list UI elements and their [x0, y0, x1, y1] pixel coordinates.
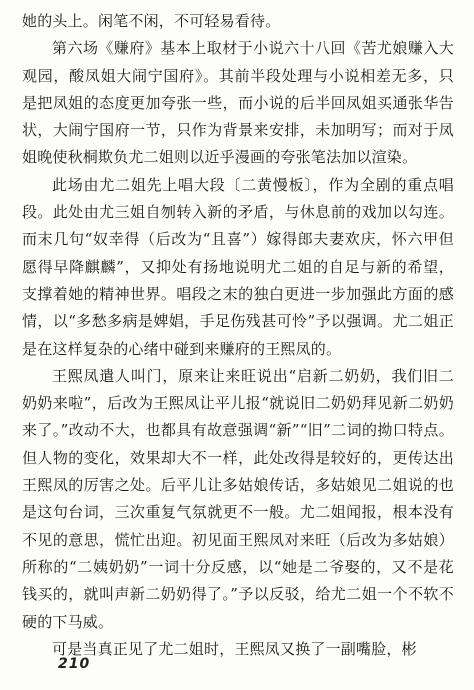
paragraph-aria: 此场由尤二姐先上唱大段〔二黄慢板〕，作为全剧的重点唱段。此处由尤三姐自刎转入新的矛盾，与休息前的戏加以勾连。而末几句“奴幸得（后改为“且喜”）嫁得郎夫妻欢庆，怀六甲但愿得早降麒麟”，又抑处有扬地说明尤二姐的自足与新的希望，支撑着她的精神世界。唱段之末的独白更进一步加强此方面的感情，以“多愁多病是婢娼，手足伤残甚可怜”予以强调。尤二姐正是在这样复杂的心绪中碰到来赚府的王熙凤的。 — [22, 175, 454, 358]
paragraph-scene-six: 第六场《赚府》基本上取材于小说六十八回《苦尤娘赚入大观园，酸凤姐大闹宁国府》。其前半段处理与小说相差无多，只是把凤姐的态度更加夸张一些，而小说的后半回凤姐买通张华告状，大闹宁国府一节，只作为背景来安排，未加明写；而对于凤姐晚使秋桐欺负尤二姐则以近乎漫画的夸张笔法加以渲染。 — [22, 39, 454, 167]
paragraph-final-fragment: 可是当真正见了尤二姐时，王熙凤又换了一副嘴脸，彬 — [52, 639, 417, 658]
paragraph-continuation: 她的头上。闲笔不闲，不可轻易看待。 — [22, 12, 281, 30]
body-text — [22, 8, 454, 663]
page-number: 210 — [58, 656, 91, 672]
paragraph-wang-xifeng: 王熙凤遣人叫门，原来让来旺说出“启新二奶奶，我们旧二奶奶来啦”，后改为王熙凤让平儿报“就说旧二奶奶拜见新二奶奶来了。”改动不大，也都具有故意强调“新”“旧”二词的拗口特点。但人物的变化，效果却大不一样，此处改得是较好的，更传达出王熙凤的厉害之处。后平儿让多姑娘传话，多姑娘见二姐说的也是这句台词，三次重复气氛就更不一般。尤二姐闻报，根本没有不见的意思，慌忙出迎。初见面王熙凤对来旺（后改为多姑娘）所称的“二姨奶奶”一词十分反感，以“她是二爷娶的，又不是花钱买的，就叫声新二奶奶得了。”予以反驳，给尤二姐一个不软不硬的下马威。 — [22, 366, 454, 631]
